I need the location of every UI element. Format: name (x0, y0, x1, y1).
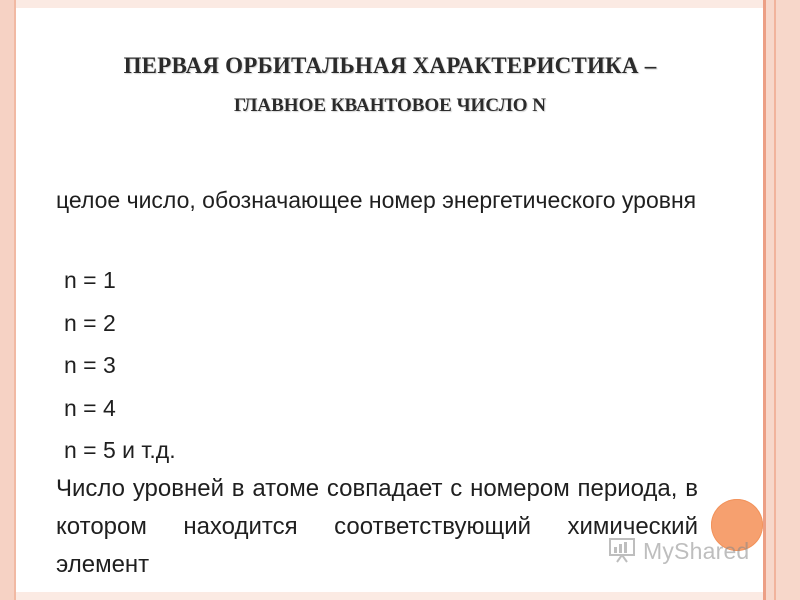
left-border (0, 0, 14, 600)
top-band (16, 0, 763, 8)
title-line-1: ПЕРВАЯ ОРБИТАЛЬНАЯ ХАРАКТЕРИСТИКА – (123, 53, 657, 78)
slide-title (20, 46, 760, 126)
n-value-item: n = 5 и т.д. (64, 437, 176, 463)
bottom-band (16, 592, 763, 600)
definition-paragraph: целое число, обозначающее номер энергетического уровня (56, 187, 697, 213)
watermark (607, 533, 749, 569)
presentation-board-icon (607, 534, 637, 569)
title-line-2: ГЛАВНОЕ КВАНТОВОЕ ЧИСЛО N (234, 95, 546, 116)
n-values-list (64, 259, 176, 472)
left-border-line (14, 0, 16, 600)
n-value-item: n = 3 (64, 352, 116, 378)
n-value-item: n = 1 (64, 267, 116, 293)
watermark-text: MyShared (643, 537, 750, 564)
n-value-item: n = 2 (64, 309, 116, 336)
right-border (766, 0, 800, 600)
n-value-item: n = 4 (64, 394, 116, 421)
right-border-inner-line (774, 0, 776, 600)
period-paragraph: Число уровней в атоме совпадает с номером периода, в котором находится соответствующий химический элемент (56, 475, 698, 578)
